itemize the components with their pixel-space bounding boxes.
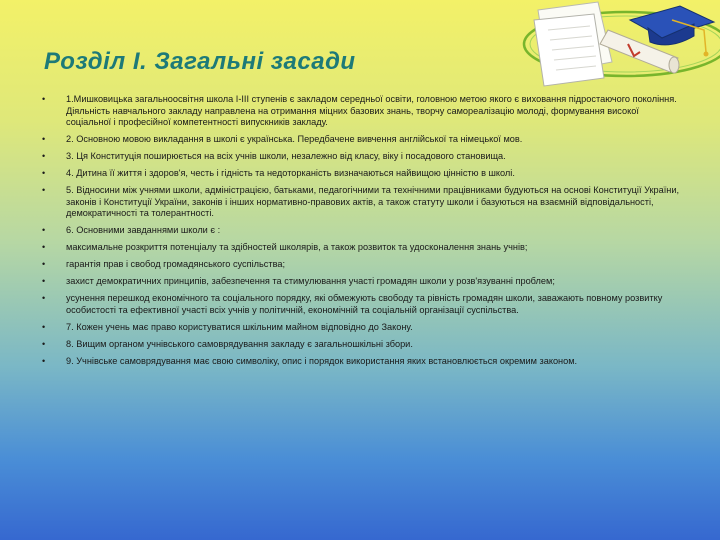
bullet-icon: • <box>42 134 46 144</box>
bullet-icon: • <box>42 321 46 332</box>
list-item-text: 4. Дитина її життя і здоров'я, честь і гідність та недоторканість визначаються найвищою цінністю в школі. <box>66 168 515 178</box>
list-item <box>40 225 680 237</box>
bullet-icon: • <box>42 338 46 349</box>
list-item-text: 3. Ця Конституція поширюється на всіх учнів школи, незалежно від класу, віку і посадового становища. <box>66 151 506 161</box>
list-item-text: 7. Кожен учень має право користуватися шкільним майном відповідно до Закону. <box>66 321 413 332</box>
bullet-icon: • <box>42 94 46 104</box>
list-item <box>40 94 680 129</box>
bullet-icon: • <box>42 355 46 366</box>
list-item-text: захист демократичних принципів, забезпечення та стимулювання участі громадян школи у розв'язуванні проблем; <box>66 276 555 286</box>
bullet-icon: • <box>42 185 46 195</box>
list-item <box>40 151 680 163</box>
list-item-text: 1.Мишковицька загальноосвітня школа І-ІІІ ступенів є закладом середньої освіти, головною метою якого є виховання підростаючого покоління. Діяльність навчального закладу направлена на отримання міцних базових знань, творчу самореалізацію молоді, формування високої соціальної і професійної компетентності випускників закладу. <box>66 94 677 127</box>
bullet-list <box>40 94 680 373</box>
list-item-text: 2. Основною мовою викладання в школі є українська. Передбачене вивчення англійської та німецької мов. <box>66 134 523 144</box>
list-item-text: максимальне розкриття потенціалу та здібностей школярів, а також розвиток та удосконалення знань учнів; <box>66 242 528 252</box>
list-item-text: 8. Вищим органом учнівського самоврядування закладу є загальношкільні збори. <box>66 338 413 349</box>
list-item <box>40 356 680 368</box>
list-item <box>40 134 680 146</box>
list-item <box>40 293 680 316</box>
list-item <box>40 168 680 180</box>
list-item <box>40 322 680 334</box>
list-item-text: 9. Учнівське самоврядування має свою символіку, опис і порядок використання яких встановлюється окремим законом. <box>66 355 578 366</box>
bullet-icon: • <box>42 242 46 252</box>
bullet-icon: • <box>42 276 46 286</box>
list-item-text: 6. Основними завданнями школи є : <box>66 225 221 235</box>
slide-title: Розділ І. Загальні засади <box>44 48 356 75</box>
list-item-text: усунення перешкод економічного та соціального порядку, які обмежують свободу та рівність громадян школи, заважають повному розвитку особистості та ефективної участі всіх учнів у політичній, економічній та соціальній організації суспільства. <box>66 293 663 315</box>
list-item-text: 5. Відносини між учнями школи, адміністрацією, батьками, педагогічними та технічними працівниками будуються на основі Конституції України, законів і Конституції України, законів і інших нормативно-правових актів, а також статуту школи і базуються на взаємній відповідальності, демократичності та толерантності. <box>66 185 680 218</box>
list-item <box>40 185 680 220</box>
bullet-icon: • <box>42 151 46 161</box>
bullet-icon: • <box>42 259 46 269</box>
bullet-icon: • <box>42 293 46 303</box>
bullet-icon: • <box>42 168 46 178</box>
list-item <box>40 339 680 351</box>
list-item <box>40 259 680 271</box>
graduation-cap-clipart <box>508 0 720 96</box>
list-item <box>40 276 680 288</box>
list-item-text: гарантія прав і свобод громадянського суспільства; <box>66 259 286 269</box>
bullet-icon: • <box>42 225 46 235</box>
list-item <box>40 242 680 254</box>
